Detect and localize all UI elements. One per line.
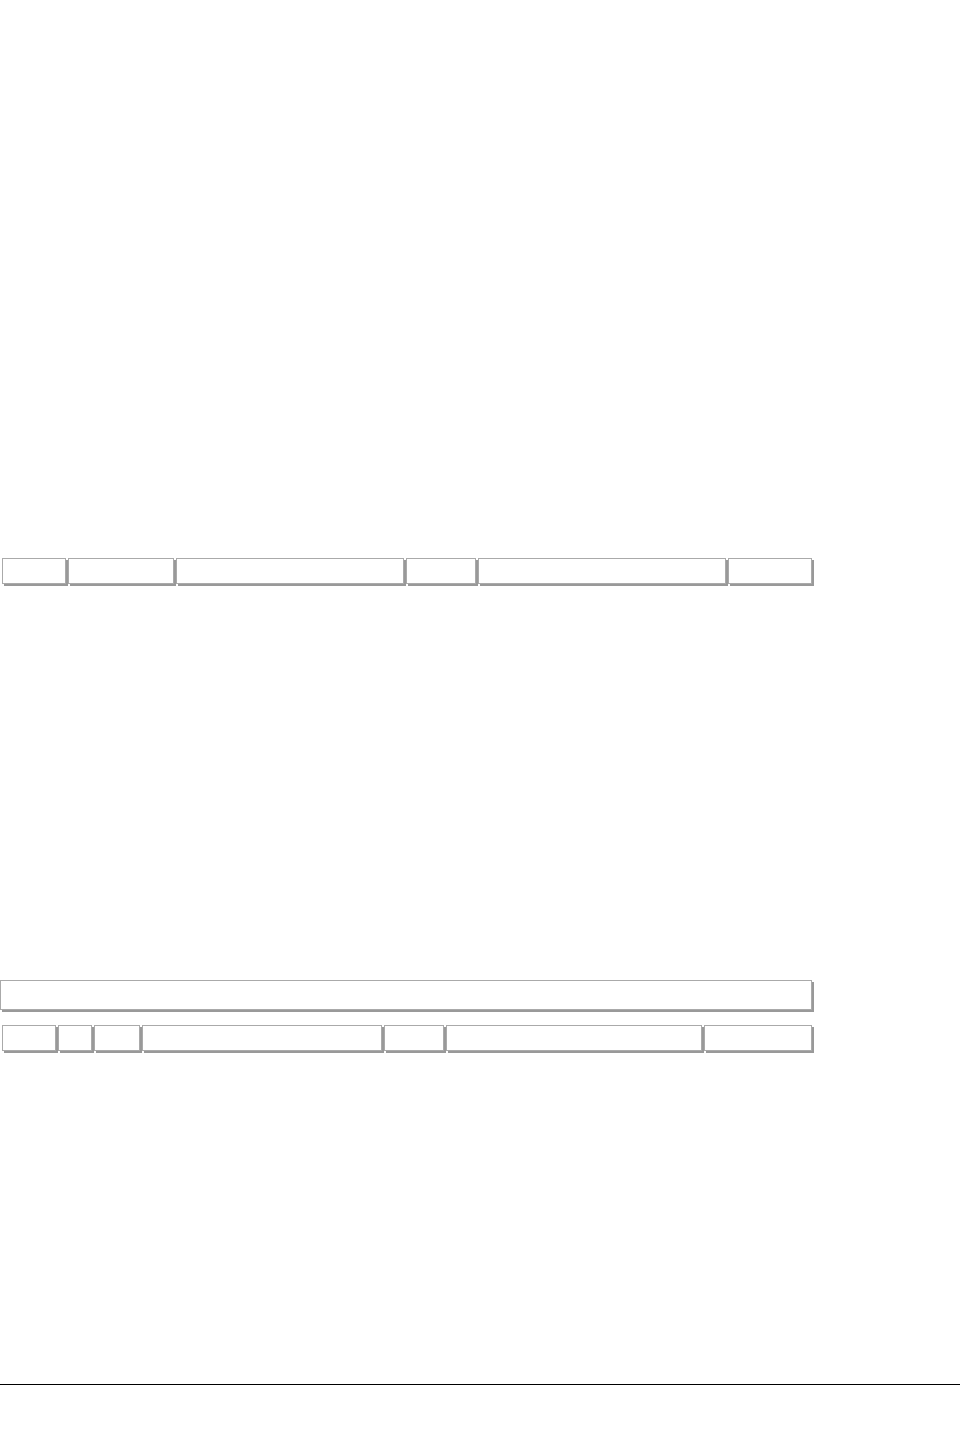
footer-divider [0,1384,960,1385]
header-place [2,558,66,584]
header-club [478,558,726,584]
header-name [176,558,404,584]
header-heat [68,558,174,584]
hj-header-lane [58,1025,92,1051]
header-birth [406,558,476,584]
hj-header-birth [384,1025,444,1051]
hj-header-bib [94,1025,140,1051]
hj-header-name [142,1025,382,1051]
hj-header-club [446,1025,702,1051]
record-bar [0,980,812,1010]
hj-header-result [704,1025,812,1051]
header-result [728,558,812,584]
hj-header-place [2,1025,56,1051]
